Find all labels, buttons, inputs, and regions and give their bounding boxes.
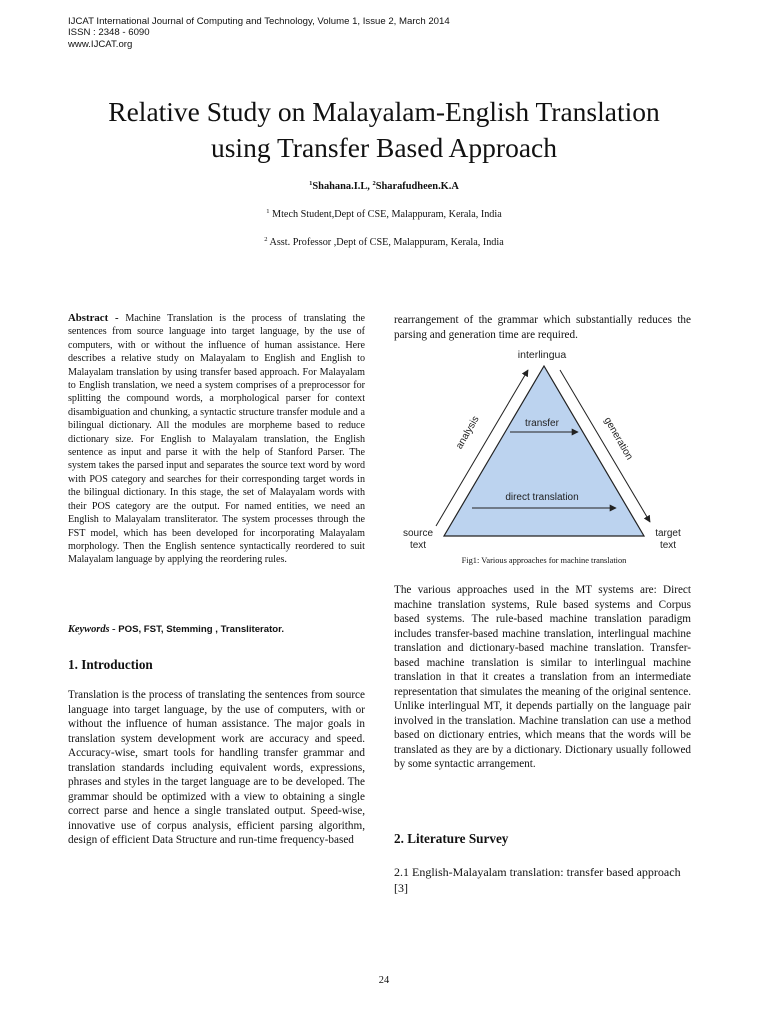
affiliation-2-text: Asst. Professor ,Dept of CSE, Malappuram, Kerala, India xyxy=(267,237,504,248)
title-line-1: Relative Study on Malayalam-English Translation xyxy=(108,96,660,127)
page-number: 24 xyxy=(378,975,390,986)
paper-title xyxy=(40,94,728,166)
source-text-label-2: text xyxy=(409,540,427,551)
target-text-label-1: target xyxy=(655,528,681,539)
source-text-label-1: source xyxy=(402,528,434,539)
mt-approaches-figure xyxy=(392,346,694,556)
abstract-label: Abstract - xyxy=(68,312,126,324)
author2-sup: 2 xyxy=(372,180,376,187)
affiliation-1 xyxy=(0,209,768,220)
journal-website: www.IJCAT.org xyxy=(68,38,133,50)
affiliation-1-text: Mtech Student,Dept of CSE, Malappuram, Kerala, India xyxy=(269,209,502,220)
right-column-continuation: rearrangement of the grammar which substantially reduces the parsing and generation time are required. xyxy=(394,314,691,341)
keywords-text: POS, FST, Stemming , Transliterator. xyxy=(118,624,285,635)
journal-header xyxy=(68,16,450,50)
author1-sup: 1 xyxy=(309,180,313,187)
keywords xyxy=(68,624,284,635)
direct-translation-label: direct translation xyxy=(505,492,579,503)
analysis-label: analysis xyxy=(454,414,482,452)
title-line-2: using Transfer Based Approach xyxy=(210,132,557,163)
authors xyxy=(0,181,768,192)
interlingua-label: interlingua xyxy=(517,349,567,361)
issn: ISSN : 2348 - 6090 xyxy=(68,27,150,39)
keywords-label: Keywords - xyxy=(68,624,119,635)
transfer-label: transfer xyxy=(525,418,559,429)
affiliation-1-sup: 1 xyxy=(266,208,270,215)
author1: Shahana.I.L, xyxy=(312,181,373,192)
abstract xyxy=(68,312,365,567)
target-text-label-2: text xyxy=(659,540,677,551)
subsection-2-1: 2.1 English-Malayalam translation: transfer based approach [3] xyxy=(394,865,681,895)
affiliation-2 xyxy=(0,237,768,248)
figure-caption: Fig1: Various approaches for machine translation xyxy=(461,556,627,565)
literature-survey-heading: 2. Literature Survey xyxy=(394,831,509,846)
journal-name: IJCAT International Journal of Computing and Technology, Volume 1, Issue 2, March 2014 xyxy=(68,16,450,27)
introduction-text: Translation is the process of translating the sentences from source language into target language, by the use of computers, with or without the influence of human assistance. The major goals in translation system development work are accuracy and speed. Accuracy-wise, smart tools for handling transfer grammar and translation standards including equivalent words, expressions, phrases and styles in the target language are to be developed. The grammar should be optimized with a view to obtaining a single correct parse and hence a single translated output. Speed-wise, innovative use of corpus analysis, efficient parsing algorithm, design of efficient Data Structure and run-time frequency-based xyxy=(68,689,365,846)
generation-label: generation xyxy=(601,415,635,462)
abstract-text: Machine Translation is the process of translating the sentences from source language into target language, by the use of computers, with or without the influence of human assistance. Here describes a relative study on Malayalam to English and English to Malayalam translation by using transfer based approach. For Malayalam to English translation, we need a system comprises of a preprocessor for splitting the compound words, a morphological parser for context disambiguation and chunking, a syntactic structure transfer module and a bilingual dictionary. All the modules are morpheme based to reduce dictionary size. For English to Malayalam translation, the English sentence as input and parse it with the help of Stanford Parser. The system takes the parsed input and separates the source text word by word with POS category and searches for their corresponding target words in the bilingual dictionary. In this stage, the set of Malayalam words with their POS category are the output. For named entities, we need an English to Malayalam transliterator. The system processes through the FST model, which has been developed for incorporating Malayalam morphology. Then the English sentence syntactically reordered to suit Malayalam language by applying the reordering rules. xyxy=(68,313,366,566)
introduction-heading: 1. Introduction xyxy=(68,657,153,672)
affiliation-2-sup: 2 xyxy=(264,236,268,243)
author2: Sharafudheen.K.A xyxy=(375,181,459,192)
pyramid-triangle xyxy=(444,366,644,536)
mt-approaches-paragraph: The various approaches used in the MT systems are: Direct machine translation systems, Rule based systems and Corpus based systems. The rule-based machine translation paradigm includes transfer-based machine translation, interlingual machine translation and dictionary-based machine translation. Transfer-based machine translation is similar to interlingual machine translation in that it creates a translation from an intermediate representation that simulates the meaning of the original sentence. Unlike interlingual MT, it depends partially on the language pair involved in the translation. Machine translation can use a method based on dictionary entries, which means that the words will be translated as they are by a dictionary. Dictionary usually followed by some syntactic arrangement. xyxy=(394,584,691,770)
